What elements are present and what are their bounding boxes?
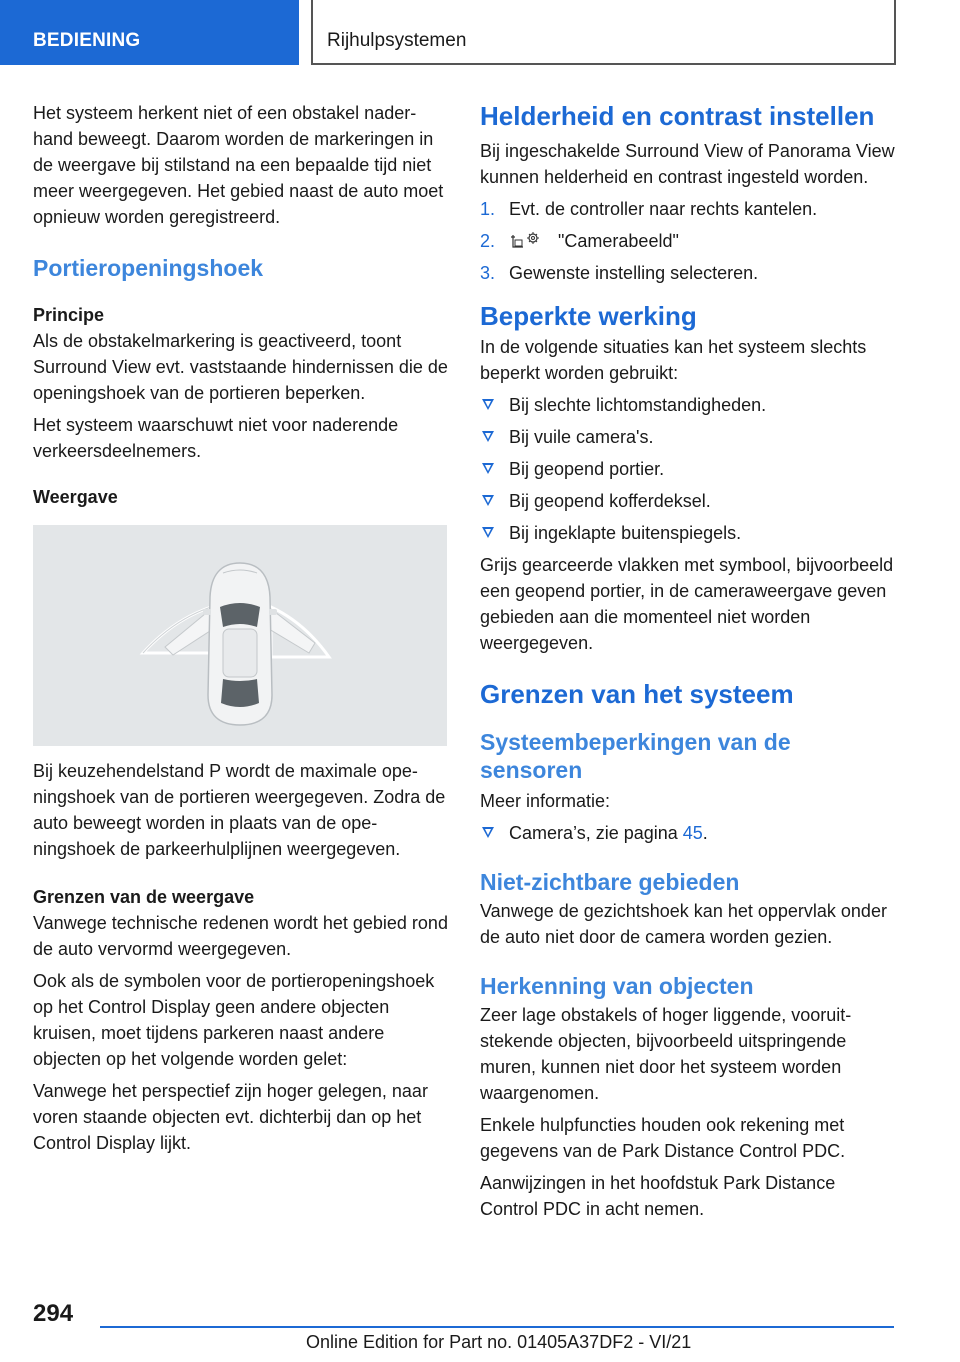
step-number: 3. xyxy=(480,263,496,283)
principle-paragraph-2: Het systeem waarschuwt niet voor naderende verkeersdeelnemers. xyxy=(33,415,399,461)
heading-principle: Principe xyxy=(33,305,105,325)
heading-display-limits: Grenzen van de weergave xyxy=(33,887,255,907)
sensors-list xyxy=(480,820,896,846)
list-item: Camera’s, zie pagina 45. xyxy=(480,820,896,846)
page-number: 294 xyxy=(33,1300,74,1327)
edition-text: Online Edition for Part no. 01405A37DF2 - VI/21 xyxy=(306,1332,692,1352)
brightness-paragraph: Bij ingeschakelde Surround View of Panorama View kunnen helderheid en contrast ingesteld worden. xyxy=(480,141,895,187)
list-item: Bij slechte lichtomstandigheden. xyxy=(480,392,896,418)
triangle-bullet-icon xyxy=(482,463,494,474)
car-top-view-icon xyxy=(33,525,447,746)
intro-paragraph: Het systeem herkent niet of een obstakel naderhand beweegt. Daarom worden de markeringen in de weergave bij stilstand na een bepaalde tijd niet meer weergegeven. Het gebied naast de auto moet opnieuw worden geregistreerd. xyxy=(33,103,444,227)
limited-paragraph-2: Grijs gearceerde vlakken met symbool, bijvoorbeeld een geopend portier, in de cameraweergave geven gebieden aan die momenteel niet worden weergegeven. xyxy=(480,555,894,653)
step-text: Evt. de controller naar rechts kantelen. xyxy=(509,199,818,219)
header-chapter-box xyxy=(311,0,896,65)
step-item xyxy=(480,228,896,254)
step-number: 1. xyxy=(480,199,496,219)
sensors-paragraph: Meer informatie: xyxy=(480,791,611,811)
heading-door-angle: Portieropeningshoek xyxy=(33,255,264,281)
heading-sensor-limits: Systeembeperkingen van de sensoren xyxy=(480,729,791,783)
list-item: Bij vuile camera's. xyxy=(480,424,896,450)
objects-paragraph-2: Enkele hulpfuncties houden ook rekening met gegevens van de Park Distance Control PDC. xyxy=(480,1115,846,1161)
triangle-bullet-icon xyxy=(482,495,494,506)
list-item: Bij geopend kofferdeksel. xyxy=(480,488,896,514)
section-title: BEDIENING xyxy=(33,30,141,51)
brightness-steps xyxy=(480,196,896,286)
display-paragraph: Bij keuzehendelstand P wordt de maximale openingshoek van de portieren weergegeven. Zodra de auto beweegt worden in plaats van de openingshoek de parkeerhulplijnen weergegeven. xyxy=(33,761,446,859)
left-column xyxy=(33,100,449,1162)
camera-settings-icon xyxy=(509,231,543,249)
triangle-bullet-icon xyxy=(482,527,494,538)
objects-paragraph-1: Zeer lage obstakels of hoger liggende, vooruitstekende objecten, bijvoorbeeld uitspringende muren, kunnen niet door het systeem worden waargenomen. xyxy=(480,1005,852,1103)
limited-paragraph: In de volgende situaties kan het systeem slechts beperkt worden gebruikt: xyxy=(480,337,867,383)
objects-paragraph-3: Aanwijzingen in het hoofdstuk Park Distance Control PDC in acht nemen. xyxy=(480,1173,836,1219)
heading-object-detection: Herkenning van objecten xyxy=(480,973,754,999)
triangle-bullet-icon xyxy=(482,431,494,442)
invisible-paragraph: Vanwege de gezichtshoek kan het oppervlak onder de auto niet door de camera worden gezien. xyxy=(480,901,887,947)
right-column xyxy=(480,100,896,1228)
heading-brightness: Helderheid en contrast instellen xyxy=(480,101,875,131)
triangle-bullet-icon xyxy=(482,827,494,838)
chapter-title: Rijhulpsystemen xyxy=(327,30,467,51)
page-link-45[interactable]: 45 xyxy=(682,823,703,843)
list-item: Bij ingeklapte buitenspiegels. xyxy=(480,520,896,546)
heading-limited-function: Beperkte werking xyxy=(480,301,697,331)
step-item xyxy=(480,196,896,222)
principle-paragraph-1: Als de obstakelmarkering is geactiveerd, toont Surround View evt. vaststaande hindernissen die de openingshoek van de portieren beperken. xyxy=(33,331,448,403)
list-item: Bij geopend portier. xyxy=(480,456,896,482)
step-item xyxy=(480,260,896,286)
step-text: "Camerabeeld" xyxy=(558,231,679,251)
heading-invisible-areas: Niet-zichtbare gebieden xyxy=(480,869,740,895)
header-section-tab xyxy=(0,0,299,65)
step-number: 2. xyxy=(480,231,496,251)
heading-display: Weergave xyxy=(33,487,118,507)
limits-paragraph-2: Ook als de symbolen voor de portieropeningshoek op het Control Display geen andere objecten kruisen, moet tijdens parkeren naast andere objecten op het volgende worden gelet: xyxy=(33,971,435,1069)
limits-paragraph-1: Vanwege technische redenen wordt het gebied rond de auto vervormd weergegeven. xyxy=(33,913,448,959)
triangle-bullet-icon xyxy=(482,399,494,410)
limited-list xyxy=(480,392,896,546)
step-text: Gewenste instelling selecteren. xyxy=(509,263,759,283)
limits-paragraph-3: Vanwege het perspectief zijn hoger gelegen, naar voren staande objecten evt. dichterbij dan op het Control Display lijkt. xyxy=(33,1081,428,1153)
heading-system-limits: Grenzen van het systeem xyxy=(480,679,794,709)
footer-divider xyxy=(100,1326,894,1328)
surround-view-figure xyxy=(33,525,447,746)
